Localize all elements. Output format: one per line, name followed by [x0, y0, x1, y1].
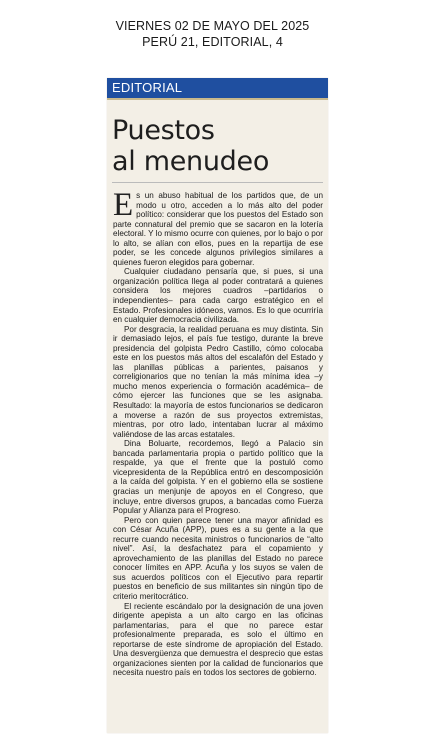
date-line: VIERNES 02 DE MAYO DEL 2025 [115, 19, 310, 33]
paragraph-5: Pero con quien parece tener una mayor afinidad es con César Acuña (APP), pues es a su gente a la que recurre cuando necesita ministros o funcionarios de “alto nivel”. Así, la desfachatez para el copamiento y aprovechamiento de las planillas del Estado no parece conocer límites en APP. Acuña y los suyos se valen de sus acuerdos políticos con el Ejecutivo para repartir puestos en beneficio de sus militantes sin ningún tipo de criterio meritocrático. [113, 515, 323, 601]
article-body [113, 187, 323, 678]
headline [112, 115, 322, 177]
source-line: PERÚ 21, EDITORIAL, 4 [142, 35, 283, 49]
paragraph-4: Dina Boluarte, recordemos, llegó a Palacio sin bancada parlamentaria propia o partido político que la respalde, ya que el frente que la postuló como vicepresidenta de la República entró en descomposición a la caída del golpista. Y en el gobierno ella se sostiene gracias un menjunje de apoyos en el Congreso, que incluye, entre diversos grupos, a bancadas como Fuerza Popular y Alianza para el Progreso. [113, 439, 323, 516]
paragraph-3: Por desgracia, la realidad peruana es muy distinta. Sin ir demasiado lejos, el país fue testigo, durante la breve presidencia del golpista Pedro Castillo, cómo colocaba este en los puestos más altos del escalafón del Estado y las planillas públicas a parientes, paisanos y correligionarios que no tenían la más mínima idea –y mucho menos experiencia o formación académica– de cómo ejercer las funciones que se les asignaba. Resultado: la mayoría de estos funcionarios se dedicaron a moverse a razón de sus proyectos extremistas, mientras, por otro lado, intentaban lucrar al máximo valiéndose de las arcas estatales. [113, 324, 323, 439]
newspaper-clipping [107, 78, 328, 733]
section-bar [107, 78, 328, 100]
headline-line-2: al menudeo [112, 146, 270, 177]
paragraph-6: El reciente escándalo por la designación de una joven dirigente apepista a un alto cargo en las oficinas parlamentarias, para el que no parece estar profesionalmente preparada, es solo el último en reportarse de este síndrome de apropiación del Estado. Una desvergüenza que demuestra el desprecio que estas organizaciones sienten por la calidad de funcionarios que necesita nuestro país en todos los sectores de gobierno. [113, 601, 323, 678]
drop-cap: E [113, 187, 134, 223]
paragraph-2: Cualquier ciudadano pensaría que, si pues, si una organización política llega al poder contratará a quienes considera los mejores cuadros –partidarios o independientes– para cada cargo estratégico en el Estado. Profesionales idóneos, vamos. Es lo que ocurriría en cualquier democracia civilizada. [113, 267, 323, 325]
paragraph-1 [113, 187, 323, 267]
headline-line-1: Puestos [112, 115, 215, 146]
clipping-header [0, 18, 425, 50]
headline-divider [112, 182, 323, 183]
paragraph-1-text: s un abuso habitual de los partidos que, de un modo u otro, acceden a lo más alto del poder político: considerar que los puestos del Estado son parte connatural del premio que se sacaron en la lotería electoral. Y lo mismo ocurre con quienes, por lo bajo o por lo alto, se alían con ellos, pues en la repartija de ese poder, se les concede algunos privilegios similares a quienes fueron elegidos para gobernar. [113, 191, 323, 267]
section-label: EDITORIAL [112, 80, 183, 95]
